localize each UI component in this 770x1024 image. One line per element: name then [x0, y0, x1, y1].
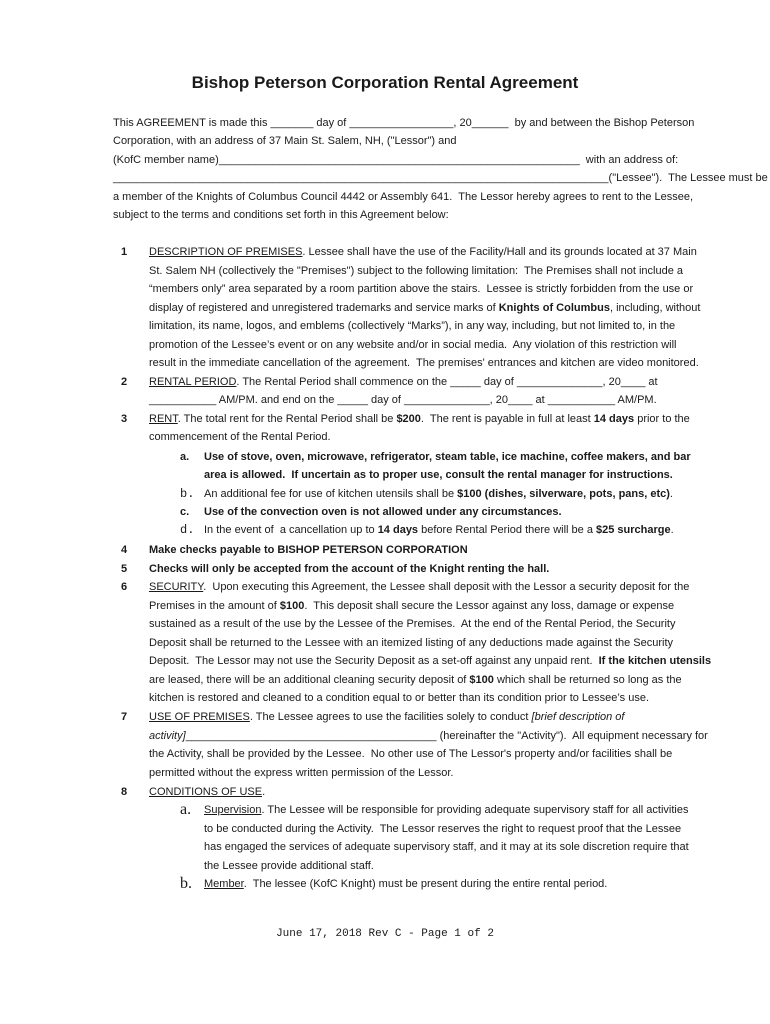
document-title: Bishop Peterson Corporation Rental Agreement	[191, 73, 579, 92]
section-number: 8	[121, 786, 128, 798]
section-number: 1	[121, 246, 128, 258]
list-item-a: Use of stove, oven, microwave, refrigerator, steam table, ice machine, coffee makers, and bar	[204, 451, 691, 463]
section-3-line: commencement of the Rental Period.	[149, 431, 331, 443]
list-item-b: An additional fee for use of kitchen utensils shall be $100 (dishes, silverware, pots, pans, etc).	[204, 488, 673, 500]
section-6-line: Premises in the amount of $100. This deposit shall secure the Lessor against any loss, damage or expense	[149, 600, 675, 612]
list-item-a: has engaged the services of adequate supervisory staff, and it may at its sole discretion require that	[204, 841, 689, 853]
section-1-line: limitation, its name, logos, and emblems (collectively “Marks”), in any way, including, but not limited to, in the	[149, 320, 676, 332]
intro-line: Corporation, with an address of 37 Main St. Salem, NH, ("Lessor") and	[113, 135, 457, 147]
list-item-a: Supervision. The Lessee will be responsible for providing adequate supervisory staff for all activities	[204, 804, 689, 816]
list-item-b: Member. The lessee (KofC Knight) must be present during the entire rental period.	[204, 878, 608, 890]
section-6-line: kitchen is restored and cleaned to a condition equal to or better than its condition prior to Lessee’s use.	[149, 692, 649, 704]
section-number: 2	[121, 376, 128, 388]
section-8-line: CONDITIONS OF USE.	[149, 786, 266, 798]
page-footer: June 17, 2018 Rev C - Page 1 of 2	[276, 928, 494, 940]
section-number: 3	[121, 413, 128, 425]
list-item-a: the Lessee provide additional staff.	[204, 860, 374, 872]
section-7-line: activity]_________________________________________ (hereinafter the "Activity"). All equipment necessary for	[149, 730, 708, 742]
section-1-line: St. Salem NH (collectively the "Premises") subject to the following limitation: The Premises shall not include a	[149, 265, 683, 277]
intro-line: a member of the Knights of Columbus Council 4442 or Assembly 641. The Lessor hereby agrees to rent to the Lessee,	[113, 191, 694, 203]
section-2-line: ___________ AM/PM. and end on the _____ day of ______________, 20____ at ___________ AM/PM.	[149, 394, 657, 406]
section-1-line: result in the immediate cancellation of the agreement. The premises' entrances and kitchen are video monitored.	[149, 357, 699, 369]
section-6-line: are leased, there will be an additional cleaning security deposit of $100 which shall be returned so long as the	[149, 674, 682, 686]
intro-line: subject to the terms and conditions set forth in this Agreement below:	[113, 209, 449, 221]
section-6-line: sustained as a result of the use by the Lessee of the Premises. At the end of the Rental Period, the Security	[149, 618, 676, 630]
section-2-line: RENTAL PERIOD. The Rental Period shall commence on the _____ day of ______________, 20____ at	[149, 376, 658, 388]
list-item-a: area is allowed. If uncertain as to proper use, consult the rental manager for instructions.	[204, 469, 673, 481]
list-marker: b.	[180, 875, 192, 892]
section-4-line: Make checks payable to BISHOP PETERSON CORPORATION	[149, 544, 468, 556]
section-1-line: promotion of the Lessee’s event or on any website and/or in social media. Any violation of this restriction will	[149, 339, 677, 351]
list-marker: c.	[180, 506, 190, 518]
section-heading: SECURITY	[149, 581, 204, 593]
section-1-line: display of registered and unregistered trademarks and service marks of Knights of Columbus, including, without	[149, 302, 701, 314]
section-heading: RENT	[149, 413, 178, 425]
section-6-line: Deposit shall be returned to the Lessee with an itemized listing of any deductions made against the Security	[149, 637, 674, 649]
list-item-a: to be conducted during the Activity. The Lessor reserves the right to request proof that the Lessee	[204, 823, 682, 835]
section-7-line: USE OF PREMISES. The Lessee agrees to use the facilities solely to conduct [brief description of	[149, 711, 625, 723]
list-marker: a.	[180, 801, 192, 818]
section-heading: DESCRIPTION OF PREMISES	[149, 246, 303, 258]
section-heading: USE OF PREMISES	[149, 711, 250, 723]
section-number: 6	[121, 581, 128, 593]
section-7-line: permitted without the express written permission of the Lessor.	[149, 767, 454, 779]
section-7-line: the Activity, shall be provided by the Lessee. No other use of The Lessor's property and/or facilities shall be	[149, 748, 673, 760]
list-marker: b.	[180, 487, 195, 501]
intro-line: This AGREEMENT is made this _______ day of _________________, 20______ by and between the Bishop Peterson	[113, 117, 695, 129]
section-3-line: RENT. The total rent for the Rental Period shall be $200. The rent is payable in full at least 14 days prior to the	[149, 413, 690, 425]
section-5-line: Checks will only be accepted from the account of the Knight renting the hall.	[149, 563, 550, 575]
section-number: 4	[121, 544, 128, 556]
section-6-line: SECURITY. Upon executing this Agreement, the Lessee shall deposit with the Lessor a security deposit for the	[149, 581, 690, 593]
section-1-line: “members only” area separated by a room partition above the stairs. Lessee is strictly forbidden from the use or	[149, 283, 694, 295]
intro-line: (KofC member name)___________________________________________________________ with an address of:	[113, 154, 679, 166]
intro-line: _________________________________________________________________________________("Lessee"). The Lessee must be	[113, 172, 768, 184]
section-6-line: Deposit. The Lessor may not use the Security Deposit as a set-off against any unpaid rent. If the kitchen utensils	[149, 655, 712, 667]
section-heading: RENTAL PERIOD	[149, 376, 237, 388]
list-marker: a.	[180, 451, 190, 463]
list-item-d: In the event of a cancellation up to 14 days before Rental Period there will be a $25 surcharge.	[204, 524, 674, 536]
section-1-line: DESCRIPTION OF PREMISES. Lessee shall have the use of the Facility/Hall and its grounds located at 37 Main	[149, 246, 697, 258]
list-item-c: Use of the convection oven is not allowed under any circumstances.	[204, 506, 562, 518]
section-number: 7	[121, 711, 128, 723]
section-heading: CONDITIONS OF USE	[149, 786, 263, 798]
section-number: 5	[121, 563, 128, 575]
list-marker: d.	[180, 523, 195, 537]
